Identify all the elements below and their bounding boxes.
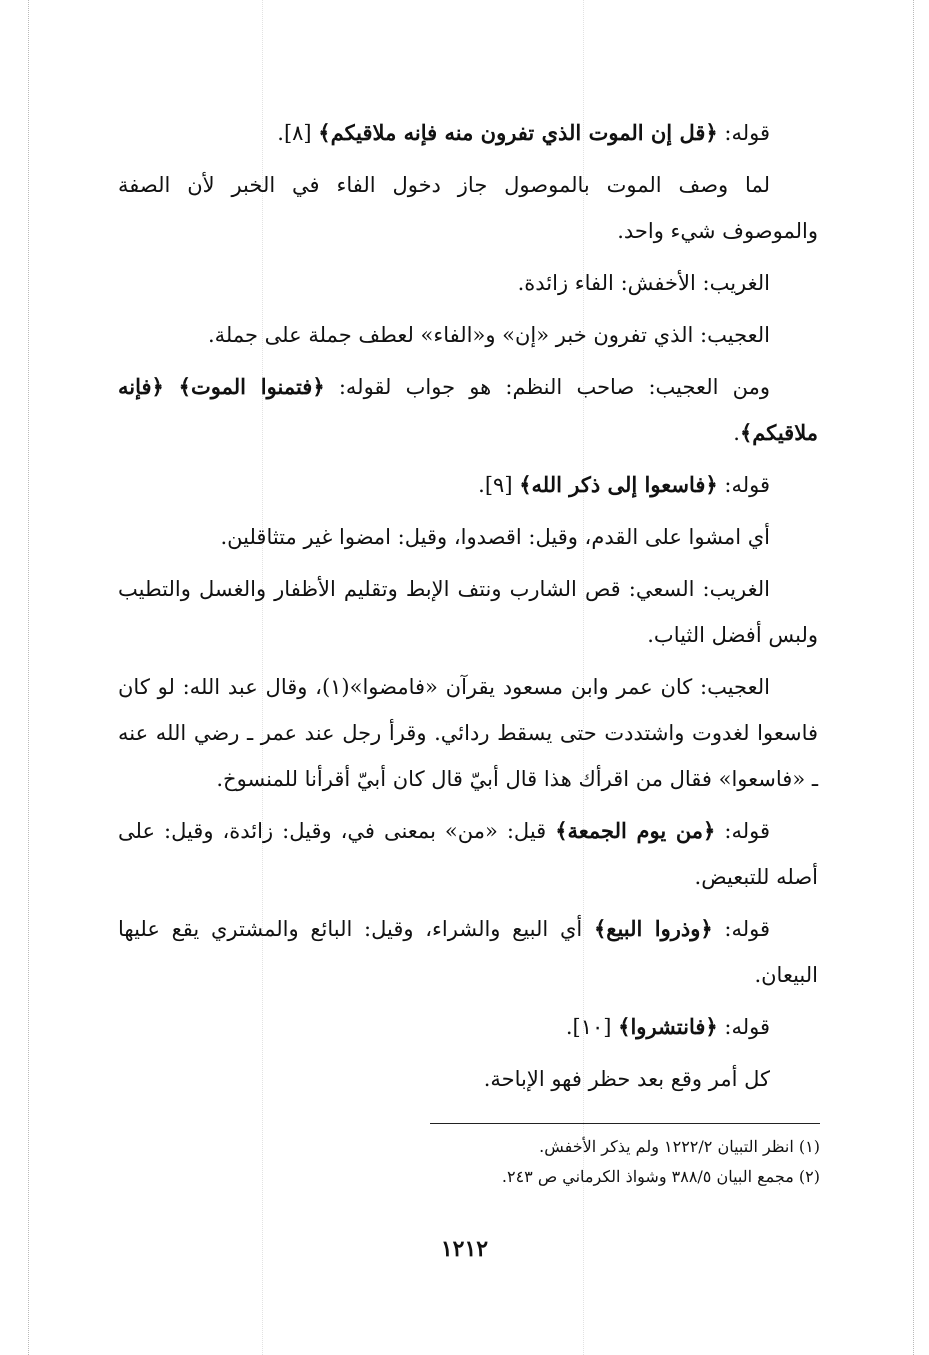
paragraph-verse-8 bbox=[118, 110, 818, 156]
footnotes bbox=[430, 1123, 820, 1192]
paragraph: الغريب: الأخفش: الفاء زائدة. bbox=[517, 271, 770, 295]
paragraph-lead: ومن العجيب: صاحب النظم: هو جواب لقوله: bbox=[324, 375, 770, 399]
paragraph: كل أمر وقع بعد حظر فهو الإباحة. bbox=[483, 1067, 770, 1091]
paragraph-rest: قيل: «من» بمعنى في، وقيل: زائدة، وقيل: على أصله للتبعيض. bbox=[118, 819, 818, 889]
paragraph: العجيب: الذي تفرون خبر «إن» و«الفاء» لعطف جملة على جملة. bbox=[208, 323, 770, 347]
paragraph: الغريب: السعي: قص الشارب ونتف الإبط وتقليم الأظفار والغسل والتطيب ولبس أفضل الثياب. bbox=[118, 577, 818, 647]
quran-quote: ﴿فانتشروا﴾ bbox=[618, 1014, 718, 1039]
paragraph: العجيب: كان عمر وابن مسعود يقرآن «فامضوا»(١)، وقال عبد الله: لو كان فاسعوا لغدوت واشتددت حتى يسقط ردائي. وقرأ رجل عند عمر ـ رضي الله عنه ـ «فاسعوا» فقال من اقرأك هذا قال أبيّ قال كان أبيّ أقرأنا للمنسوخ. bbox=[118, 675, 818, 791]
main-text bbox=[118, 110, 818, 1108]
paragraph-rest: أي البيع والشراء، وقيل: البائع والمشتري يقع عليها البيعان. bbox=[118, 917, 818, 987]
verse-lead: قوله: bbox=[717, 1015, 770, 1039]
quran-quote: ﴿فاسعوا إلى ذكر الله﴾ bbox=[519, 472, 718, 497]
paragraph: لما وصف الموت بالموصول جاز دخول الفاء في الخبر لأن الصفة والموصوف شيء واحد. bbox=[118, 173, 818, 243]
paragraph bbox=[118, 906, 818, 998]
paragraph-verse-10 bbox=[118, 1004, 818, 1050]
page-margin-guide-right bbox=[913, 0, 914, 1355]
paragraph: أي امشوا على القدم، وقيل: اقصدوا، وقيل: امضوا غير متثاقلين. bbox=[220, 525, 770, 549]
quran-quote: ﴿وذروا البيع﴾ bbox=[593, 916, 713, 941]
quran-quote: ﴿من يوم الجمعة﴾ bbox=[555, 818, 716, 843]
paragraph bbox=[118, 808, 818, 900]
paragraph-lead: قوله: bbox=[712, 917, 771, 941]
verse-lead: قوله: bbox=[717, 121, 770, 145]
verse-lead: قوله: bbox=[717, 473, 770, 497]
page-number: ١٢١٢ bbox=[440, 1236, 489, 1262]
paragraph-lead: قوله: bbox=[715, 819, 771, 843]
page-margin-guide-left bbox=[28, 0, 29, 1355]
footnote-2: (٢) مجمع البيان ٣٨٨/٥ وشواذ الكرماني ص ٢٤٣. bbox=[501, 1167, 820, 1186]
verse-number: [٩]. bbox=[478, 473, 520, 497]
footnote-1: (١) انظر التبيان ١٢٢٢/٢ ولم يذكر الأخفش. bbox=[539, 1137, 820, 1156]
paragraph-rest: . bbox=[733, 421, 740, 445]
paragraph bbox=[118, 364, 818, 456]
quran-quote: ﴿فتمنوا الموت﴾ ﴿فإنه ملاقيكم﴾ bbox=[118, 374, 818, 445]
verse-number: [٨]. bbox=[277, 121, 319, 145]
quran-quote: ﴿قل إن الموت الذي تفرون منه فإنه ملاقيكم﴾ bbox=[318, 120, 718, 145]
verse-number: [١٠]. bbox=[565, 1015, 619, 1039]
paragraph-verse-9 bbox=[118, 462, 818, 508]
